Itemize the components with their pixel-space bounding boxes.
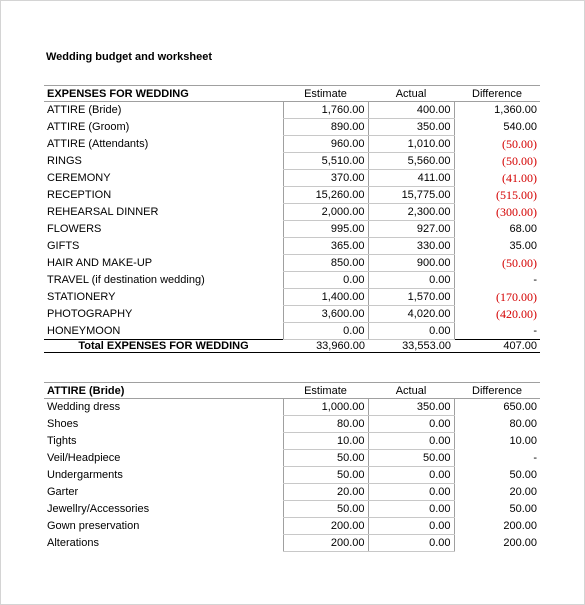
row-estimate-cell: 2,000.00	[283, 204, 368, 221]
table-row	[44, 136, 540, 153]
row-estimate-cell: 960.00	[283, 136, 368, 153]
row-difference-cell: 50.00	[509, 503, 537, 515]
table-row	[44, 255, 540, 272]
row-difference-cell: -	[533, 452, 537, 464]
row-difference-cell: (50.00)	[502, 255, 537, 270]
table-row	[44, 238, 540, 255]
column-header-name: ATTIRE (Bride)	[44, 383, 283, 399]
document-title: Wedding budget and worksheet	[46, 51, 213, 63]
row-difference-cell: 650.00	[503, 401, 537, 414]
row-difference-cell: (41.00)	[502, 170, 537, 185]
table-row	[44, 272, 540, 289]
table-row	[44, 501, 540, 518]
row-actual-cell: 0.00	[368, 323, 454, 340]
row-estimate-cell: 1,000.00	[283, 399, 368, 416]
row-name-cell: ATTIRE (Attendants)	[47, 138, 149, 150]
column-header-difference: Difference	[454, 383, 540, 399]
row-difference-cell: 80.00	[509, 418, 537, 430]
table-header-row	[44, 86, 540, 102]
row-name-cell: Wedding dress	[47, 401, 121, 414]
row-actual-cell: 2,300.00	[368, 204, 454, 221]
row-difference-cell: 35.00	[509, 240, 537, 252]
row-name-cell: Tights	[47, 435, 77, 447]
row-name-cell: RECEPTION	[47, 189, 112, 201]
total-label: Total EXPENSES FOR WEDDING	[44, 340, 283, 353]
row-actual-cell: 15,775.00	[368, 187, 454, 204]
row-difference-cell: -	[533, 324, 537, 337]
row-estimate-cell: 5,510.00	[283, 153, 368, 170]
row-name-cell: PHOTOGRAPHY	[47, 308, 133, 320]
row-name-cell: CEREMONY	[47, 172, 111, 184]
table-row	[44, 399, 540, 416]
row-actual-cell: 0.00	[368, 272, 454, 289]
total-estimate: 33,960.00	[283, 340, 368, 353]
row-actual-cell: 350.00	[368, 399, 454, 416]
row-name-cell: TRAVEL (if destination wedding)	[47, 274, 205, 286]
row-name-cell: RINGS	[47, 155, 82, 167]
table-row	[44, 416, 540, 433]
table-row	[44, 467, 540, 484]
row-name-cell: Garter	[47, 486, 79, 498]
row-name-cell: REHEARSAL DINNER	[47, 206, 159, 218]
row-difference-cell: 10.00	[509, 435, 537, 447]
row-name-cell: FLOWERS	[47, 223, 102, 235]
column-header-actual: Actual	[368, 383, 454, 399]
row-name-cell: ATTIRE (Bride)	[47, 104, 122, 117]
row-estimate-cell: 10.00	[283, 433, 368, 450]
column-header-actual: Actual	[368, 86, 454, 102]
row-actual-cell: 5,560.00	[368, 153, 454, 170]
row-actual-cell: 0.00	[368, 518, 454, 535]
column-header-estimate: Estimate	[283, 86, 368, 102]
row-difference-cell: (170.00)	[496, 289, 537, 304]
row-name-cell: HAIR AND MAKE-UP	[47, 257, 153, 269]
table-row	[44, 187, 540, 204]
table-row	[44, 450, 540, 467]
row-estimate-cell: 200.00	[283, 535, 368, 552]
table-row	[44, 119, 540, 136]
row-estimate-cell: 0.00	[283, 323, 368, 340]
table-row	[44, 433, 540, 450]
row-name-cell: ATTIRE (Groom)	[47, 121, 130, 133]
table-row	[44, 204, 540, 221]
row-estimate-cell: 1,760.00	[283, 102, 368, 119]
column-header-estimate: Estimate	[283, 383, 368, 399]
table-row	[44, 170, 540, 187]
table-header-row	[44, 383, 540, 399]
row-difference-cell: 540.00	[503, 121, 537, 133]
row-name-cell: Veil/Headpiece	[47, 452, 121, 464]
row-difference-cell: (50.00)	[502, 136, 537, 151]
column-header-difference: Difference	[454, 86, 540, 102]
row-difference-cell: (515.00)	[496, 187, 537, 202]
row-difference-cell: 200.00	[503, 520, 537, 532]
row-name-cell: Shoes	[47, 418, 79, 430]
row-actual-cell: 400.00	[368, 102, 454, 119]
row-estimate-cell: 20.00	[283, 484, 368, 501]
row-actual-cell: 0.00	[368, 416, 454, 433]
table-row	[44, 153, 540, 170]
row-actual-cell: 4,020.00	[368, 306, 454, 323]
row-actual-cell: 900.00	[368, 255, 454, 272]
row-estimate-cell: 890.00	[283, 119, 368, 136]
row-estimate-cell: 3,600.00	[283, 306, 368, 323]
row-name-cell: Gown preservation	[47, 520, 140, 532]
row-actual-cell: 411.00	[368, 170, 454, 187]
row-actual-cell: 0.00	[368, 433, 454, 450]
row-difference-cell: (300.00)	[496, 204, 537, 219]
row-actual-cell: 1,570.00	[368, 289, 454, 306]
row-difference-cell: 50.00	[509, 469, 537, 481]
row-actual-cell: 0.00	[368, 467, 454, 484]
row-estimate-cell: 50.00	[283, 467, 368, 484]
row-difference-cell: (50.00)	[502, 153, 537, 168]
table-row	[44, 306, 540, 323]
total-actual: 33,553.00	[368, 340, 454, 353]
row-actual-cell: 0.00	[368, 501, 454, 518]
attire-bride-table	[44, 382, 540, 552]
row-estimate-cell: 995.00	[283, 221, 368, 238]
row-difference-cell: 20.00	[509, 486, 537, 498]
row-name-cell: STATIONERY	[47, 291, 116, 303]
row-estimate-cell: 50.00	[283, 501, 368, 518]
table-row	[44, 102, 540, 119]
table-row	[44, 484, 540, 501]
row-actual-cell: 0.00	[368, 484, 454, 501]
row-actual-cell: 927.00	[368, 221, 454, 238]
row-estimate-cell: 0.00	[283, 272, 368, 289]
table-row	[44, 289, 540, 306]
row-difference-cell: 68.00	[509, 223, 537, 235]
wedding-expenses-table	[44, 85, 540, 353]
row-actual-cell: 0.00	[368, 535, 454, 552]
row-actual-cell: 50.00	[368, 450, 454, 467]
row-actual-cell: 350.00	[368, 119, 454, 136]
row-name-cell: Jewellry/Accessories	[47, 503, 150, 515]
row-actual-cell: 330.00	[368, 238, 454, 255]
row-estimate-cell: 200.00	[283, 518, 368, 535]
row-difference-cell: (420.00)	[496, 306, 537, 321]
table-row	[44, 535, 540, 552]
column-header-name: EXPENSES FOR WEDDING	[44, 86, 283, 102]
row-estimate-cell: 80.00	[283, 416, 368, 433]
row-difference-cell: 200.00	[503, 537, 537, 549]
row-estimate-cell: 850.00	[283, 255, 368, 272]
row-name-cell: Undergarments	[47, 469, 123, 481]
row-name-cell: GIFTS	[47, 240, 80, 252]
table-row	[44, 221, 540, 238]
total-difference: 407.00	[454, 340, 540, 353]
row-estimate-cell: 1,400.00	[283, 289, 368, 306]
table-row	[44, 323, 540, 340]
row-difference-cell: -	[533, 274, 537, 286]
row-estimate-cell: 50.00	[283, 450, 368, 467]
row-actual-cell: 1,010.00	[368, 136, 454, 153]
row-name-cell: Alterations	[47, 537, 99, 549]
row-difference-cell: 1,360.00	[494, 104, 537, 117]
table-row	[44, 518, 540, 535]
row-estimate-cell: 370.00	[283, 170, 368, 187]
total-row	[44, 340, 540, 353]
row-estimate-cell: 15,260.00	[283, 187, 368, 204]
row-name-cell: HONEYMOON	[47, 324, 121, 337]
row-estimate-cell: 365.00	[283, 238, 368, 255]
